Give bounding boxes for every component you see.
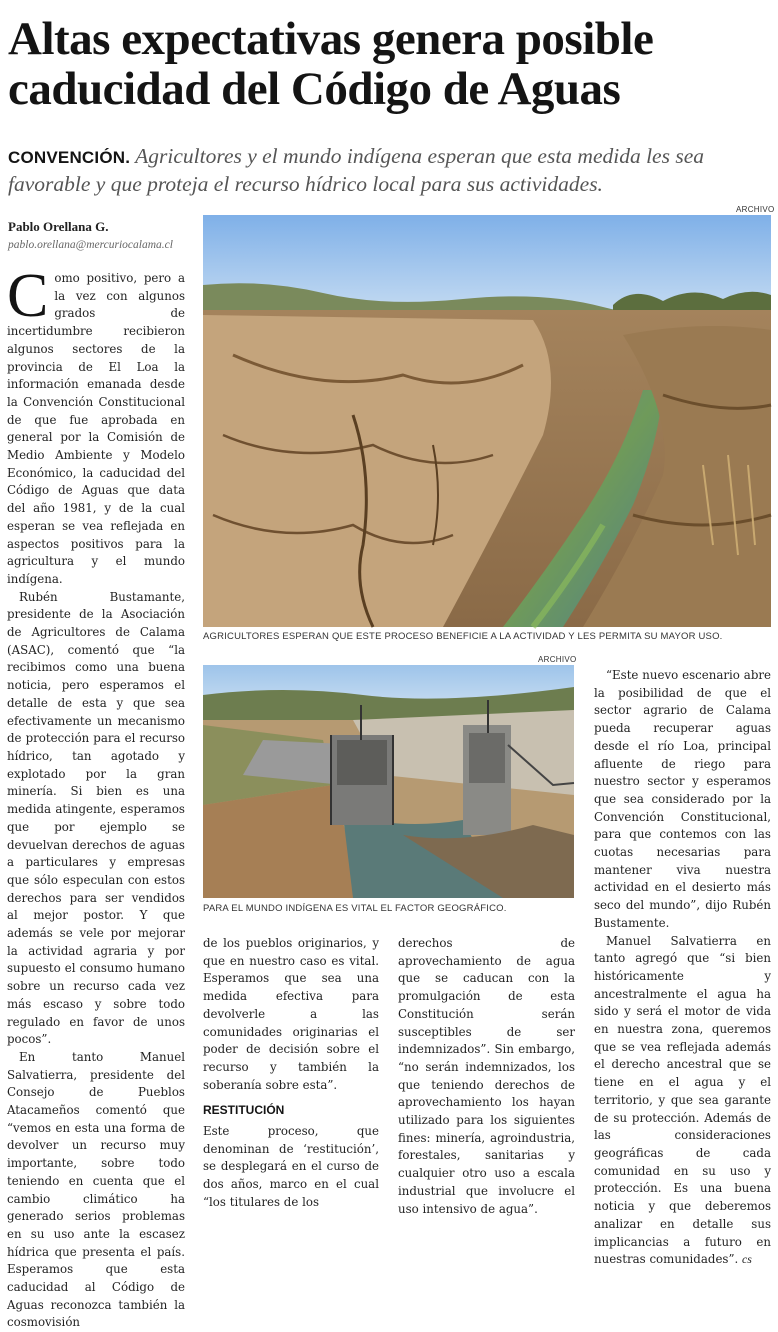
top-photo-credit: ARCHIVO	[736, 205, 775, 214]
deck	[8, 143, 772, 198]
bottom-photo-credit: ARCHIVO	[538, 655, 577, 664]
deck-kicker: CONVENCIÓN.	[8, 148, 131, 167]
drop-cap: C	[7, 262, 49, 330]
paragraph-1: Como positivo, pero a la vez con algunos grados de incertidumbre recibieron algunos sectores de la provincia de El Loa la información emanada desde la Convención Constitucional de que fue aprobada en general por la Comisión de Medio Ambiente y Modelo Económico, la caducidad del Código de Aguas que data del año 1981, y de la cual esperan se vea reflejada en aspectos positivos para la agricultura y el mundo indígena.	[7, 262, 185, 586]
top-photo-canal	[203, 215, 771, 627]
paragraph-2: Rubén Bustamante, presidente de la Asociación de Agricultores de Calama (ASAC), comentó que “la recibimos como una buena noticia, pero esperamos el detalle de esta y que sea efectivamente un mecanismo de protección para el recurso hídrico, tan agotado y explotado por la gran minería. Si bien es una medida atingente, esperamos que por ejemplo se devuelvan derechos de aguas a particulares y empresas que sólo especulan con estos derechos para ser vendidos al mejor postor. Y que además se vele por mejorar la actividad agraria y por supuesto el consumo humano sobre un recurso cada vez más escaso y sobre todo regulado en favor de unos pocos”.	[7, 589, 185, 1047]
bottom-photo-caption: PARA EL MUNDO INDÍGENA ES VITAL EL FACTOR GEOGRÁFICO.	[203, 903, 507, 914]
column-4	[594, 667, 771, 1269]
deck-text: Agricultores y el mundo indígena esperan que esta medida les sea favorable y que proteja el recurso hídrico local para sus actividades.	[8, 144, 705, 196]
column-1	[7, 262, 185, 1332]
subhead-restitucion: RESTITUCIÓN	[203, 1103, 285, 1118]
bottom-photo-floodgate	[203, 665, 574, 898]
column-3	[398, 935, 575, 1218]
headline: Altas expectativas genera posible caducidad del Código de Aguas	[8, 13, 654, 115]
floodgate-illustration	[203, 665, 574, 898]
end-mark: cs	[742, 1252, 752, 1267]
author-name: Pablo Orellana G.	[8, 219, 109, 234]
paragraph-3: En tanto Manuel Salvatierra, presidente del Consejo de Pueblos Atacameños comentó que “vemos en esta una forma de devolver un recurso muy importante, sobre todo teniendo en cuenta que el cambio climático ha generado serios problemas en su uso ante la escasez hídrica que presenta el país. Esperamos que esta caducidad al Código de Aguas reconozca también la cosmovisión	[7, 1049, 185, 1330]
paragraph-5: Este proceso, que denominan de ‘restitución’, se desplegará en el curso de dos años, marco en el cual “los titulares de los	[203, 1124, 379, 1209]
paragraph-8: Manuel Salvatierra en tanto agregó que “si bien históricamente y ancestralmente el agua ha sido y será el motor de vida en nuestra zona, queremos que se vea reflejada además el derecho ancestral que se tiene en el agua y el territorio, y que sea garante de su protección. Además de las consideraciones geográficas de cada comunidad en su uso y protección. Es una buena noticia y que deberemos analizar en detalle sus implicancias a futuro en nuestras comunidades”. cs	[594, 933, 771, 1267]
paragraph-4: de los pueblos originarios, y que en nuestro caso es vital. Esperamos que sea una medida efectiva para devolverle a las comunidades originarias el poder de decisión sobre el recurso y también la soberanía sobre esta”.	[203, 936, 379, 1092]
paragraph-7: “Este nuevo escenario abre la posibilidad de que el sector agrario de Calama pueda recuperar aguas desde el río Loa, principal afluente de riego para nuestro sector y esperamos que sea considerado por la Convención Constitucional, para que contemos con las cuotas necesarias para mantener viva nuestra actividad en el desierto más seco del mundo”, dijo Rubén Bustamente.	[594, 668, 771, 930]
top-photo-caption: AGRICULTORES ESPERAN QUE ESTE PROCESO BENEFICIE A LA ACTIVIDAD Y LES PERMITA SU MAYOR USO.	[203, 631, 723, 642]
paragraph-6: derechos de aprovechamiento de agua que se caducan con la promulgación de esta Constitución serán susceptibles de ser indemnizados”. Sin embargo, “no serán indemnizados, los que teniendo derechos de aprovechamiento los hayan utilizado para los siguientes fines: minería, agroindustria, forestales, sanitarias y cualquier otro uso a escala industrial que involucre el uso intensivo de agua”.	[398, 936, 575, 1216]
canal-illustration	[203, 215, 771, 627]
author-email[interactable]: pablo.orellana@mercuriocalama.cl	[8, 239, 173, 251]
column-2	[203, 935, 379, 1212]
byline	[8, 219, 198, 251]
